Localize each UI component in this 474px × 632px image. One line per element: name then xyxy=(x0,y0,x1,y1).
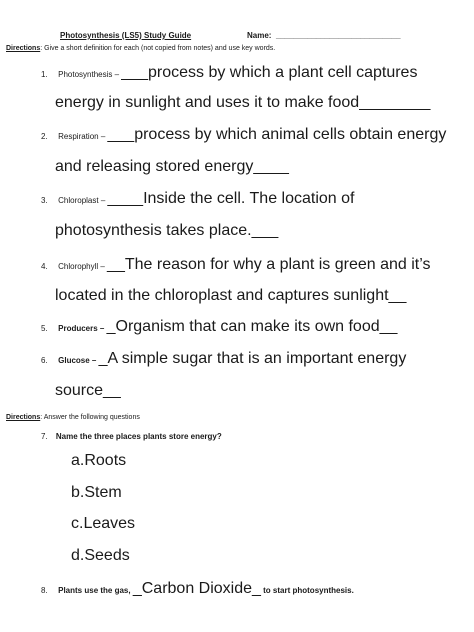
answer-text: Carbon Dioxide xyxy=(141,580,253,597)
answer-text: Stem xyxy=(84,484,122,501)
answer-blank: _ xyxy=(106,318,116,335)
item-number: 5. xyxy=(41,324,48,333)
answer-letter: d. xyxy=(71,547,85,564)
item-number: 8. xyxy=(41,586,48,595)
definition-item xyxy=(41,190,354,208)
question-text: Name the three places plants store energy? xyxy=(55,432,222,441)
answer-text: The reason for why a plant is green and it’s xyxy=(124,256,431,273)
page-title: Photosynthesis (LS5) Study Guide xyxy=(60,31,192,40)
answer-blank: _ xyxy=(252,580,261,597)
item-number: 1. xyxy=(41,70,48,79)
term-label: Producers – xyxy=(58,324,107,333)
answer-text: Organism that can make its own food__ xyxy=(115,318,398,335)
definition-item xyxy=(41,256,431,274)
directions-label: Directions xyxy=(6,45,41,52)
answer-blank: ___ xyxy=(121,64,148,81)
answer-text: A simple sugar that is an important energy xyxy=(107,350,407,367)
answer-text: process by which animal cells obtain energy xyxy=(134,126,447,143)
answer-text: Seeds xyxy=(84,547,130,564)
answer-continuation: and releasing stored energy____ xyxy=(55,158,289,175)
answer-letter: b. xyxy=(71,484,85,501)
definition-item xyxy=(41,318,397,336)
term-label: Photosynthesis – xyxy=(58,70,122,79)
directions-label: Directions xyxy=(6,414,41,421)
term-label: Chlorophyll – xyxy=(58,262,108,271)
term-label: Chloroplast – xyxy=(58,196,108,205)
directions-text: : Answer the following questions xyxy=(40,414,140,421)
answer-blank: ____ xyxy=(107,190,144,207)
term-label: Respiration – xyxy=(58,132,108,141)
item-number: 3. xyxy=(41,196,48,205)
item-number: 2. xyxy=(41,132,48,141)
definition-item xyxy=(41,126,446,144)
answer-blank: _ xyxy=(132,580,142,597)
answer-blank: ___ xyxy=(107,126,135,143)
answer-item xyxy=(71,452,126,470)
definition-item xyxy=(41,64,417,82)
answer-item xyxy=(71,547,130,565)
answer-blank: _ xyxy=(98,350,108,367)
answer-text: Roots xyxy=(84,452,127,469)
answer-continuation: energy in sunlight and uses it to make food________ xyxy=(55,94,431,111)
directions-definitions xyxy=(6,45,275,52)
answer-item xyxy=(71,515,135,533)
answer-text: process by which a plant cell captures xyxy=(147,64,418,81)
answer-text: Leaves xyxy=(83,515,136,532)
definition-item xyxy=(41,350,406,368)
item-number: 4. xyxy=(41,262,48,271)
question-text-after: to start photosynthesis. xyxy=(260,586,354,595)
item-number: 7. xyxy=(41,432,48,441)
question-item xyxy=(41,580,354,598)
answer-blank: __ xyxy=(107,256,125,273)
answer-letter: c. xyxy=(71,515,84,532)
question-text-before: Plants use the gas, xyxy=(58,586,133,595)
answer-text: Inside the cell. The location of xyxy=(143,190,355,207)
question-item xyxy=(41,432,222,441)
name-label: Name: xyxy=(247,31,272,40)
answer-item xyxy=(71,484,122,502)
answer-continuation: photosynthesis takes place.___ xyxy=(55,222,279,239)
item-number: 6. xyxy=(41,356,48,365)
directions-questions xyxy=(6,414,140,421)
answer-continuation: located in the chloroplast and captures sunlight__ xyxy=(55,287,407,304)
term-label: Glucose – xyxy=(58,356,99,365)
answer-letter: a. xyxy=(71,452,85,469)
name-line: ____________________________ xyxy=(276,31,401,40)
directions-text: : Give a short definition for each (not copied from notes) and use key words. xyxy=(40,45,276,52)
answer-continuation: source__ xyxy=(55,382,121,399)
